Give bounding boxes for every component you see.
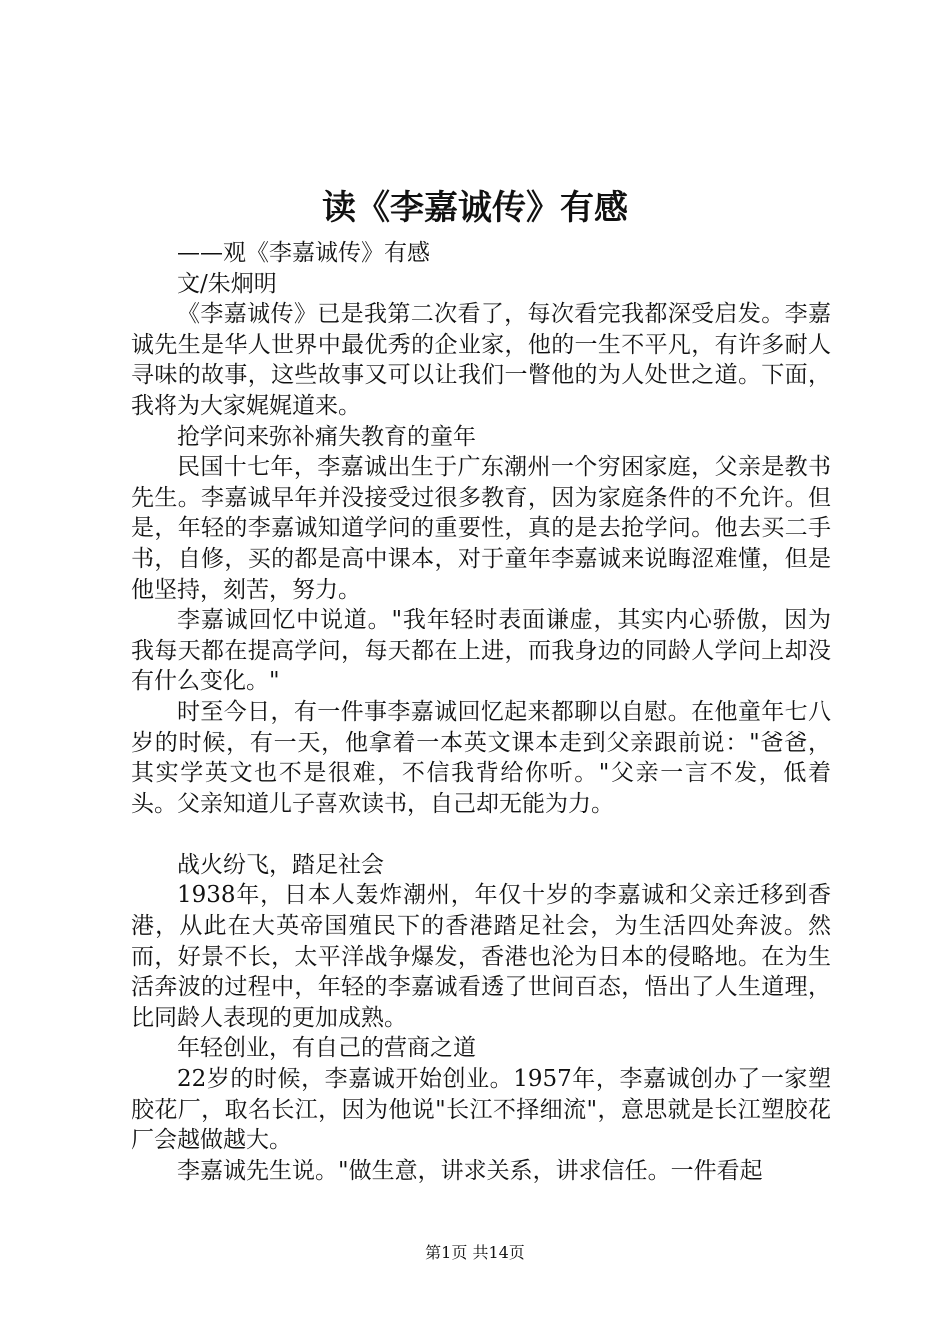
document-body: [131, 238, 831, 1186]
paragraph-war: 1938年，日本人轰炸潮州，年仅十岁的李嘉诚和父亲迁移到香港，从此在大英帝国殖民下的香港踏足社会，为生活四处奔波。然而，好景不长，太平洋战争爆发，香港也沦为日本的侵略地。在为生活奔波的过程中，年轻的李嘉诚看透了世间百态，悟出了人生道理，比同龄人表现的更加成熟。: [131, 882, 831, 1031]
section-heading-business: 年轻创业，有自己的营商之道: [177, 1035, 476, 1062]
paragraph-childhood: 民国十七年，李嘉诚出生于广东潮州一个穷困家庭，父亲是教书先生。李嘉诚早年并没接受过很多教育，因为家庭条件的不允许。但是，年轻的李嘉诚知道学问的重要性，真的是去抢学问。他去买二手书，自修，买的都是高中课本，对于童年李嘉诚来说晦涩难懂，但是他坚持，刻苦，努力。: [131, 454, 831, 603]
paragraph-business: 22岁的时候，李嘉诚开始创业。1957年，李嘉诚创办了一家塑胶花厂，取名长江，因为他说"长江不择细流"，意思就是长江塑胶花厂会越做越大。: [131, 1066, 831, 1154]
paragraph-intro: 《李嘉诚传》已是我第二次看了，每次看完我都深受启发。李嘉诚先生是华人世界中最优秀的企业家，他的一生不平凡，有许多耐人寻味的故事，这些故事又可以让我们一瞥他的为人处世之道。下面，我将为大家娓娓道来。: [131, 301, 831, 419]
section-heading-childhood: 抢学问来弥补痛失教育的童年: [177, 423, 476, 450]
page-footer: 第1页 共14页: [425, 1243, 525, 1262]
section-heading-war: 战火纷飞，踏足社会: [177, 851, 384, 878]
paragraph-english-story: 时至今日，有一件事李嘉诚回忆起来都聊以自慰。在他童年七八岁的时候，有一天，他拿着一本英文课本走到父亲跟前说："爸爸，其实学英文也不是很难，不信我背给你听。"父亲一言不发，低着头。父亲知道儿子喜欢读书，自己却无能为力。: [131, 698, 831, 817]
paragraph-recollection: 李嘉诚回忆中说道。"我年轻时表面谦虚，其实内心骄傲，因为我每天都在提高学问，每天都在上进，而我身边的同龄人学问上却没有什么变化。": [131, 607, 831, 695]
author-line: 文/朱炯明: [177, 270, 277, 297]
document-title: 读《李嘉诚传》有感: [322, 188, 628, 228]
paragraph-trust: 李嘉诚先生说。"做生意，讲求关系，讲求信任。一件看起: [177, 1157, 763, 1184]
subtitle-line: ——观《李嘉诚传》有感: [177, 240, 430, 266]
blank-line: [131, 819, 831, 850]
